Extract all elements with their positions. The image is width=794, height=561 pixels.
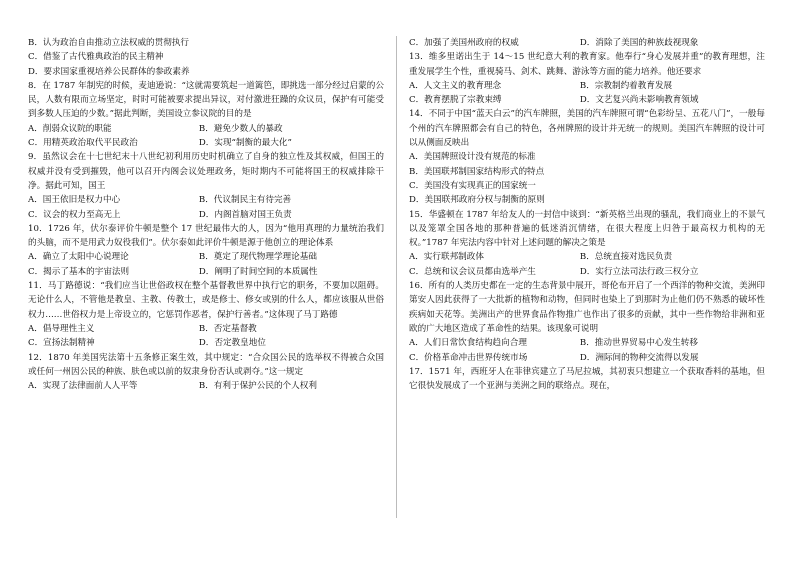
answer-option: B．推动世界贸易中心发生转移 xyxy=(579,338,698,349)
answer-option: B．有利于保护公民的个人权利 xyxy=(198,381,317,392)
answer-option: D．实现“制衡的最大化” xyxy=(198,138,292,149)
answer-option: A．实行联邦制政体 xyxy=(409,252,484,263)
answer-option: A．国王依旧是权力中心 xyxy=(28,195,121,206)
question-text: 16．所有的人类历史都在一定的生态背景中展开，哥伦布开启了一个西洋的物种交流，美洲印第安人因此获得了一大批新的植物和动物，但同时也染上了到那时为止他们仍不熟悉的破坏性疾病如天花等。美洲出产的世界食品作物推广也作出了很多的贡献，其中一些作物给非洲和亚欧的广大地区造成了革命性的结果。该现象可说明 xyxy=(409,281,765,334)
option-row xyxy=(409,93,765,107)
option-row xyxy=(409,336,765,350)
answer-option: C．价格革命冲击世界传统市场 xyxy=(409,352,528,363)
answer-option: B．避免少数人的暴政 xyxy=(198,123,283,134)
left-column xyxy=(28,36,384,393)
answer-option: A．人们日常饮食结构趋向合理 xyxy=(409,338,527,349)
answer-option: D．消除了美国的种族歧视现象 xyxy=(579,38,699,48)
question-text: B．认为政治自由推动立法权威的贯彻执行 xyxy=(28,38,190,48)
question-text: 17．1571 年，西班牙人在菲律宾建立了马尼拉城，其初衷只想建立一个获取香料的基地，但它很快发展成了一个亚洲与美洲之间的联络点。现在， xyxy=(409,366,765,392)
answer-option: B．否定基督教 xyxy=(198,323,257,334)
answer-option: D．阐明了时间空间的本质属性 xyxy=(198,266,318,277)
question-text: 15．华盛顿在 1787 年给友人的一封信中谈到：“新英格兰出现的骚乱，我们商业上的不景气以及笼罩全国各地的那种普遍的低迷消沉情绪，在很大程度上归咎于最高权力机构的无权。”1787 年宪法内容中针对上述问题的解决之策是 xyxy=(409,209,765,249)
option-row xyxy=(28,265,384,279)
answer-option: B．奠定了现代物理学理论基础 xyxy=(198,252,317,263)
option-row xyxy=(28,379,384,393)
option-row xyxy=(28,193,384,207)
option-row xyxy=(409,265,765,279)
answer-option: D．内阁首脑对国王负责 xyxy=(198,209,292,220)
option-row xyxy=(28,208,384,222)
question-text: 13．维多里诺出生于 14～15 世纪意大利的教育家。他奉行“身心发展并重”的教育理想，注重发展学生个性，重视骑马、剑术、跳舞、游泳等方面的能力培养。他还要求 xyxy=(409,52,765,77)
answer-option: A．实现了法律面前人人平等 xyxy=(28,381,138,392)
option-row xyxy=(28,322,384,336)
answer-option: C．美国没有实现真正的国家统一 xyxy=(409,180,536,191)
answer-option: D．文艺复兴尚未影响教育领域 xyxy=(579,95,699,106)
column-divider xyxy=(396,36,397,518)
answer-option: D．实行立法司法行政三权分立 xyxy=(579,266,699,277)
option-row xyxy=(409,250,765,264)
answer-option: C．宣扬法制精神 xyxy=(28,338,95,349)
answer-option: C．加强了美国州政府的权威 xyxy=(409,38,519,48)
option-row xyxy=(28,122,384,136)
answer-option: D．美国联邦政府分权与制衡的原则 xyxy=(409,195,545,206)
right-column xyxy=(409,36,765,393)
option-row xyxy=(409,79,765,93)
question-text: 9．虽然议会在十七世纪末十八世纪初利用历史时机确立了自身的独立性及其权威，但国王的权威并没有受到摧毁，他可以召开内阁会议处理政务，矩时期内不可能将国王的权威排除干净。据此可知，国王 xyxy=(28,152,384,191)
option-row xyxy=(28,136,384,150)
answer-option: C．议会的权力至高无上 xyxy=(28,209,121,220)
answer-option: A．美国牌照设计没有规范的标准 xyxy=(409,152,536,163)
question-text: 12．1870 年美国宪法第十五条修正案生效，其中规定：“合众国公民的选举权不得被合众国或任何一州因公民的种族、肤色或以前的奴隶身份否认或剥夺。”这一规定 xyxy=(28,352,384,377)
answer-option: A．倡导理性主义 xyxy=(28,323,95,334)
option-row xyxy=(28,336,384,350)
question-text: 10．1726 年，伏尔泰评价牛顿是整个 17 世纪最伟大的人，因为“他用真理的力量统治我们的头脑，而不是用武力奴役我们”。伏尔泰如此评价牛顿是源于他创立的理论体系 xyxy=(28,223,384,249)
answer-option: A．人文主义的教育理念 xyxy=(409,80,502,91)
answer-option: B．宗教制约着教育发展 xyxy=(579,80,673,91)
answer-option: B．代议制民主有待完善 xyxy=(198,195,292,206)
answer-option: B．美国联邦制国家结构形式的特点 xyxy=(409,166,545,177)
question-text: D．要求国家重视培养公民群体的参政素养 xyxy=(28,66,190,77)
answer-option: C．教育摆脱了宗教束缚 xyxy=(409,95,502,106)
question-text: 14．不同于中国“蓝天白云”的汽车牌照，美国的汽车牌照可谓“色彩纷呈、五花八门”，一般每个州的汽车牌照都会有自己的特色，各州牌照的设计并无统一的规则。美国汽车牌照的设计可以从侧面反映出 xyxy=(409,109,765,149)
answer-option: D．洲际间的物种交流得以发展 xyxy=(579,352,699,363)
answer-option: A．确立了太阳中心说理论 xyxy=(28,252,129,263)
option-row xyxy=(409,351,765,365)
option-row xyxy=(409,36,765,50)
answer-option: D．否定教皇地位 xyxy=(198,338,266,349)
answer-option: C．揭示了基本的宇宙法则 xyxy=(28,266,130,277)
question-text: 11．马丁路德说：“我们应当让世俗政权在整个基督教世界中执行它的职务，不要加以阻碍。无论什么人，不管他是教皇、主教、传教士，或是修士、修女或别的什么人，都应该服从世俗权力……世俗权力是上帝设立的，它惩罚作恶者，保护行善者。”这体现了马丁路德 xyxy=(28,281,384,320)
answer-option: C．用精英政治取代平民政治 xyxy=(28,138,138,149)
option-row xyxy=(28,250,384,264)
answer-option: B．总统直接对选民负责 xyxy=(579,252,673,263)
question-text: C．借鉴了古代雅典政治的民主精神 xyxy=(28,52,164,63)
answer-option: C．总统和议会议员都由选举产生 xyxy=(409,266,536,277)
question-text: 8．在 1787 年制宪的时候，麦迪逊说：“这就需要筑起一道篱笆，即挑选一部分经过启蒙的公民，人数有限而立场坚定，时时可能被要求提出异议，对付激进狂躁的众议员，保护有可能受到多数人压迫的少数。”据此判断，美国设立参议院的目的是 xyxy=(28,80,384,120)
answer-option: A．削弱众议院的职能 xyxy=(28,123,112,134)
